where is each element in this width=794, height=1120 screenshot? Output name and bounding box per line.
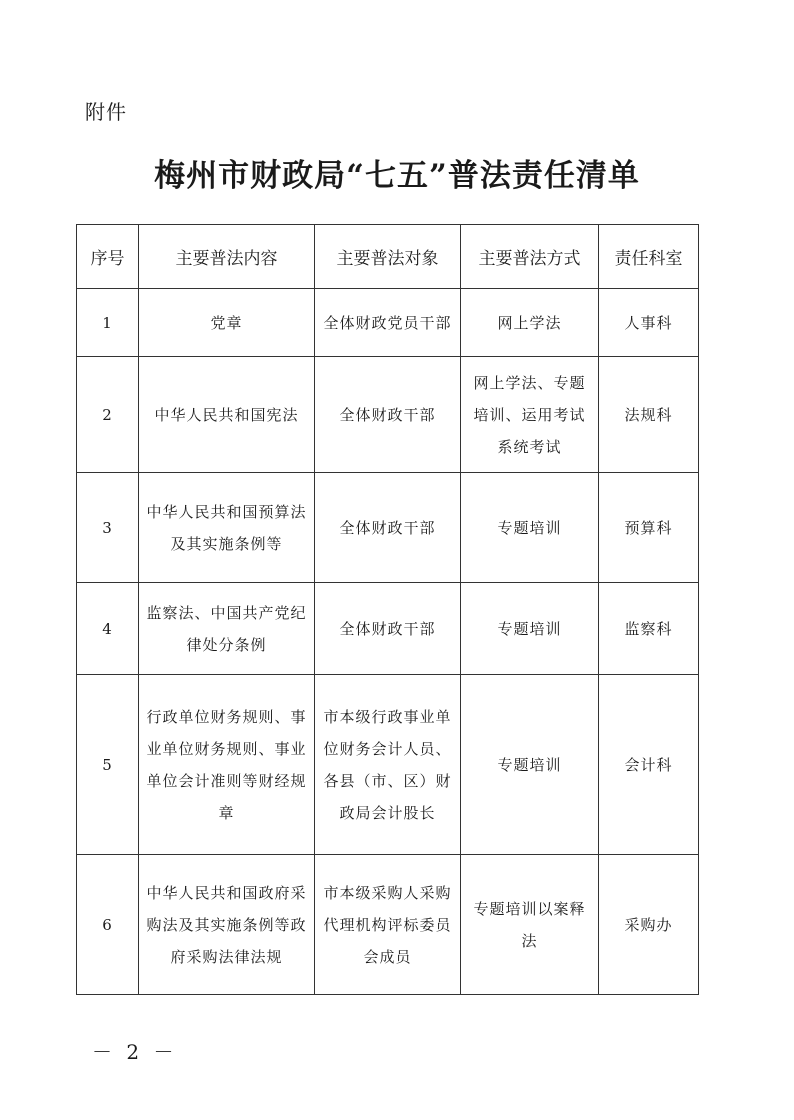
row-num: 3 [77,473,139,583]
row-target: 全体财政干部 [315,583,461,675]
row-num: 6 [77,855,139,995]
table-row [77,289,699,357]
row-target: 市本级采购人采购代理机构评标委员会成员 [315,855,461,995]
row-target: 全体财政干部 [315,357,461,473]
header-method: 主要普法方式 [461,225,599,289]
table-row [77,357,699,473]
row-content: 中华人民共和国预算法及其实施条例等 [139,473,315,583]
attachment-label: 附件 [85,100,127,124]
row-dept: 采购办 [599,855,699,995]
row-target: 全体财政干部 [315,473,461,583]
table-row [77,583,699,675]
row-method: 专题培训 [461,473,599,583]
row-dept: 人事科 [599,289,699,357]
header-dept: 责任科室 [599,225,699,289]
row-content: 党章 [139,289,315,357]
row-content: 行政单位财务规则、事业单位财务规则、事业单位会计准则等财经规章 [139,675,315,855]
row-method: 专题培训以案释法 [461,855,599,995]
row-content: 监察法、中国共产党纪律处分条例 [139,583,315,675]
row-num: 2 [77,357,139,473]
header-content: 主要普法内容 [139,225,315,289]
row-num: 5 [77,675,139,855]
row-content: 中华人民共和国宪法 [139,357,315,473]
responsibility-table [76,224,699,995]
page-number: － 2 － [92,1040,178,1064]
row-dept: 会计科 [599,675,699,855]
header-num: 序号 [77,225,139,289]
row-method: 专题培训 [461,583,599,675]
row-num: 4 [77,583,139,675]
row-method: 专题培训 [461,675,599,855]
table-row [77,675,699,855]
row-content: 中华人民共和国政府采购法及其实施条例等政府采购法律法规 [139,855,315,995]
row-num: 1 [77,289,139,357]
row-dept: 监察科 [599,583,699,675]
table-header-row [77,225,699,289]
row-method: 网上学法 [461,289,599,357]
row-method: 网上学法、专题培训、运用考试系统考试 [461,357,599,473]
row-dept: 法规科 [599,357,699,473]
page-title: 梅州市财政局“七五”普法责任清单 [154,158,640,194]
table-row [77,855,699,995]
row-target: 全体财政党员干部 [315,289,461,357]
header-target: 主要普法对象 [315,225,461,289]
row-target: 市本级行政事业单位财务会计人员、各县（市、区）财政局会计股长 [315,675,461,855]
table-row [77,473,699,583]
row-dept: 预算科 [599,473,699,583]
